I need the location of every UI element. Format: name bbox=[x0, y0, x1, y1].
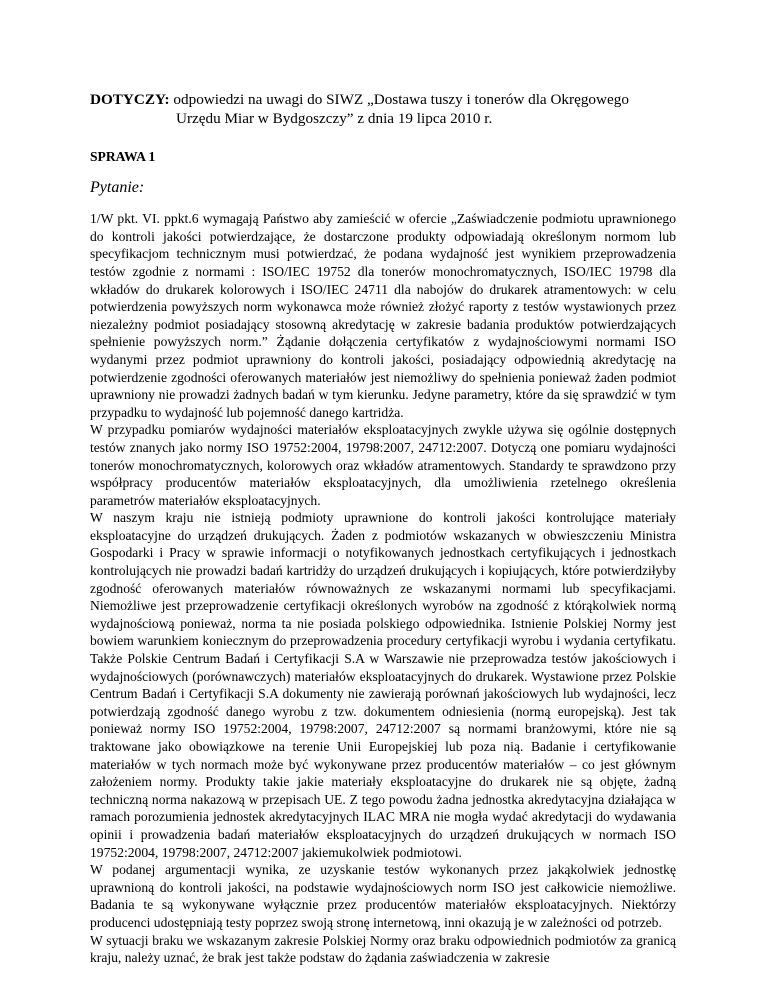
subject-line-2: Urzędu Miar w Bydgoszczy” z dnia 19 lipca 2010 r. bbox=[176, 110, 493, 127]
section-title: SPRAWA 1 bbox=[90, 149, 156, 164]
paragraph-2: W przypadku pomiarów wydajności materiałów eksploatacyjnych zwykle używa się ogólnie dostępnych testów znanych jako normy ISO 19752:2004, 19798:2007, 24712:2007. Dotyczą one pomiaru wydajności tonerów monochromatycznych, kolorowych oraz wkładów atramentowych. Standardy te sprawdzono przy współpracy producentów materiałów eksploatacyjnych, dla umożliwienia rzetelnego określenia parametrów materiałów eksploatacyjnych. bbox=[90, 422, 676, 508]
paragraph-5: W sytuacji braku we wskazanym zakresie Polskiej Normy oraz braku odpowiednich podmiotów za granicą kraju, należy uznać, że brak jest także podstaw do żądania zaświadczenia w zakresie bbox=[90, 932, 676, 966]
subject-header bbox=[90, 90, 676, 128]
paragraph-3: W naszym kraju nie istnieją podmioty uprawnione do kontroli jakości kontrolujące materiały eksploatacyjne do urządzeń drukujących. Żaden z podmiotów wskazanych w obwieszczeniu Ministra Gospodarki i Pracy w sprawie informacji o notyfikowanych jednostkach certyfikujących i jednostkach kontrolujących nie prowadzi badań kartridży do urządzeń drukujących i kopiujących, które potwierdziłyby zgodność oferowanych materiałów równoważnych ze wskazanymi normami lub specyfikacjami. Niemożliwe jest przeprowadzenie certyfikacji określonych wyrobów na zgodność z którąkolwiek normą wydajnościową ponieważ, norma ta nie posiada polskiego odpowiednika. Istnienie Polskiej Normy jest bowiem warunkiem koniecznym do przeprowadzenia procedury certyfikacji wyrobu i wydania certyfikatu. Także Polskie Centrum Badań i Certyfikacji S.A w Warszawie nie przeprowadza testów jakościowych i wydajnościowych (porównawczych) materiałów eksploatacyjnych do drukarek. Wystawione przez Polskie Centrum Badań i Certyfikacji S.A dokumenty nie zawierają porównań jakościowych lub wydajności, lecz potwierdzają zgodność danego wyrobu z tzw. dokumentem odniesienia (normą europejską). Jest tak ponieważ normy ISO 19752:2004, 19798:2007, 24712:2007 są normami branżowymi, które nie są traktowane jako obowiązkowe na terenie Unii Europejskiej lub poza nią. Badanie i certyfikowanie materiałów w tych normach może być wykonywane przez producentów materiałów – co jest głównym założeniem normy. Produkty takie jakie materiały eksploatacyjne do drukarek nie są objęte, żadną techniczną norma nakazową w przepisach UE. Z tego powodu żadna jednostka akredytacyjna działająca w ramach porozumienia jednostek akredytacyjnych ILAC MRA nie mogła wydać akredytacji do wydawania opinii i prowadzenia badań materiałów eksploatacyjnych do urządzeń drukujących w normach ISO 19752:2004, 19798:2007, 24712:2007 jakiemukolwiek podmiotowi. bbox=[90, 510, 676, 860]
subject-line-1: odpowiedzi na uwagi do SIWZ „Dostawa tuszy i tonerów dla Okręgowego bbox=[173, 91, 629, 108]
document-body bbox=[90, 90, 676, 967]
paragraph-4: W podanej argumentacji wynika, ze uzyskanie testów wykonanych przez jakąkolwiek jednostkę uprawnioną do kontroli jakości, na podstawie wydajnościowych norm ISO jest całkowicie niemożliwe. Badania te są wykonywane wyłącznie przez producentów materiałów eksploatacyjnych. Niektórzy producenci udostępniają testy poprzez swoją stronę internetową, inni okazują je w zależności od potrzeb. bbox=[90, 862, 676, 930]
paragraph-1: 1/W pkt. VI. ppkt.6 wymagają Państwo aby zamieścić w ofercie „Zaświadczenie podmiotu uprawnionego do kontroli jakości potwierdzające, że dostarczone produkty odpowiadają określonym normom lub specyfikacjom technicznym musi potwierdzać, że podana wydajność jest wynikiem przeprowadzenia testów zgodnie z normami : ISO/IEC 19752 dla tonerów monochromatycznych, ISO/IEC 19798 dla wkładów do drukarek kolorowych i ISO/IEC 24711 dla nabojów do drukarek atramentowych: w celu potwierdzenia powyższych norm wykonawca może również złożyć raporty z testów wystawionych przez niezależny podmiot posiadający stosowną akredytację w zakresie badania produktów potwierdzających spełnienie powyższych norm.” Żądanie dołączenia certyfikatów z wydajnościowymi normami ISO wydanymi przez podmiot uprawniony do kontroli jakości, posiadający odpowiednią akredytację na potwierdzenie zgodności oferowanych materiałów jest niemożliwy do spełnienia ponieważ żaden podmiot uprawniony nie prowadzi żadnych badań w tym kierunku. Jedyne parametry, które da się sprawdzić w tym przypadku to wydajność lub pojemność danego kartridża. bbox=[90, 211, 676, 420]
question-label: Pytanie: bbox=[90, 178, 145, 196]
subject-label: DOTYCZY: bbox=[90, 91, 170, 108]
